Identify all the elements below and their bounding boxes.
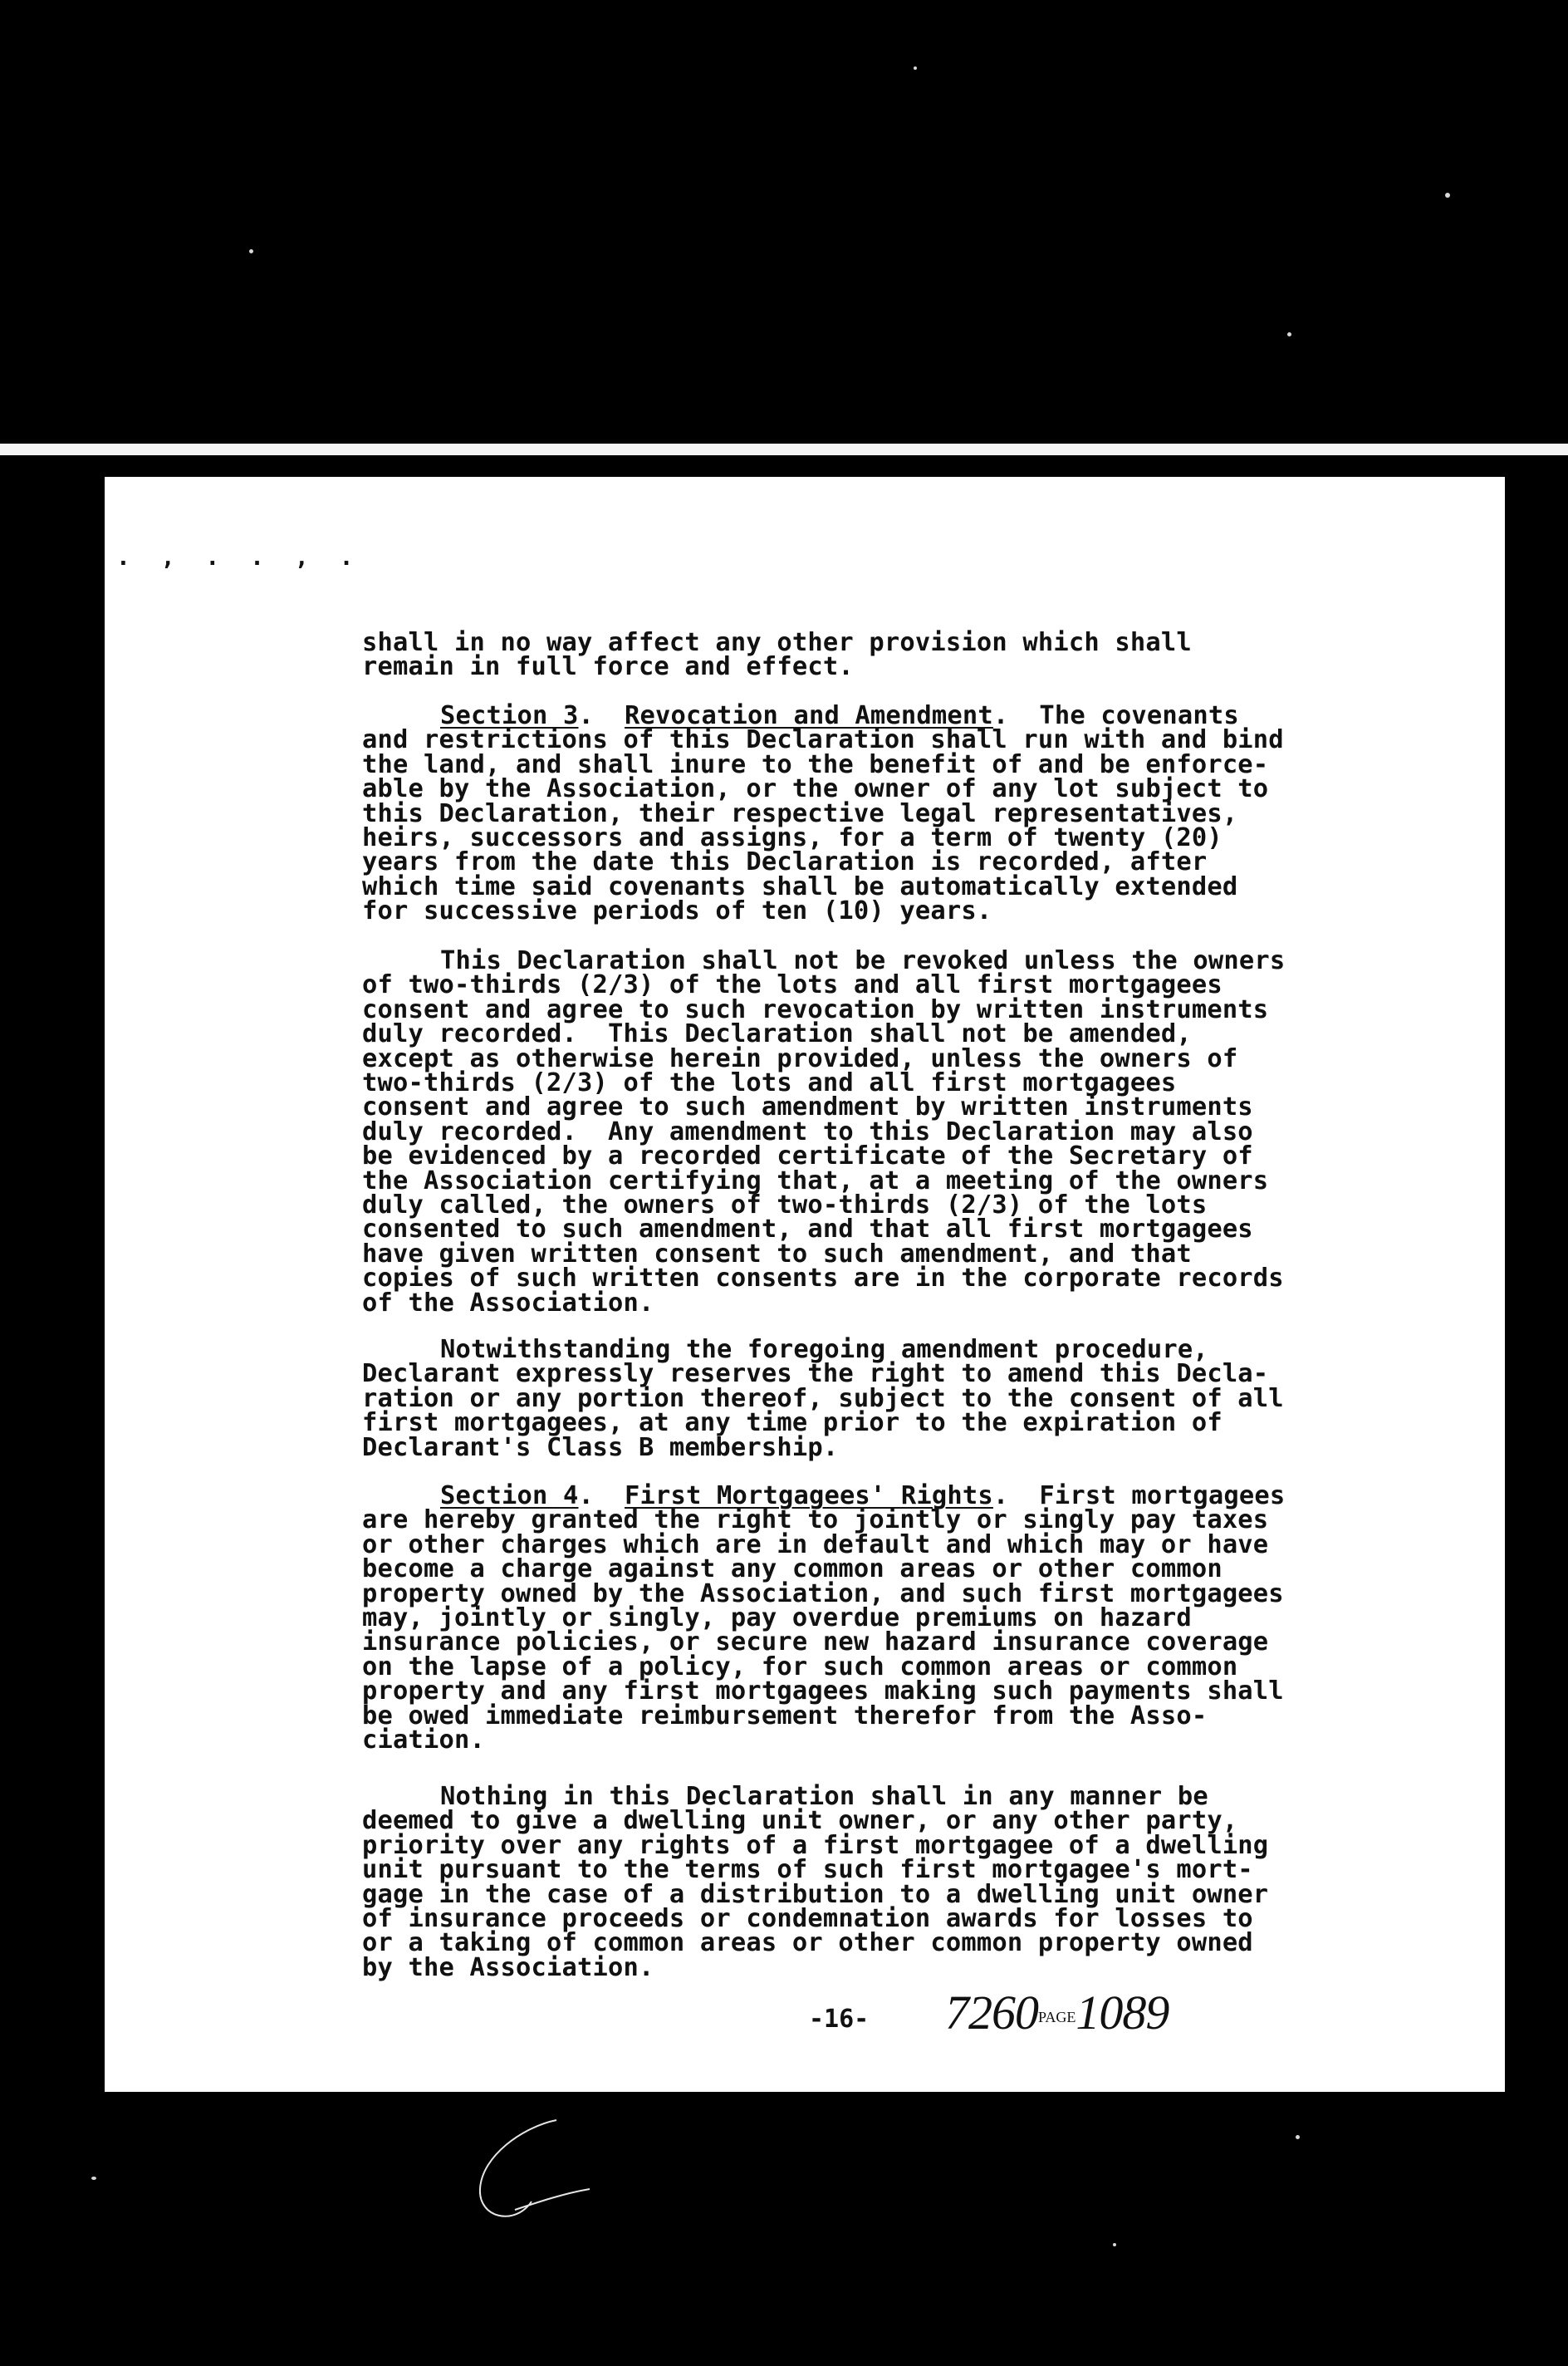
page-number: -16- [809, 2005, 870, 2034]
recorded-page-number: 1089 [1076, 1986, 1169, 2040]
section-3-first-line: The covenants [1039, 701, 1239, 730]
paragraph-nothing-text: Nothing in this Declaration shall in any manner be deemed to give a dwelling unit owner, or any other party, priority over any rights of a first mortgagee of a dwelling unit pursuant to the terms of such first mortgagee's mort- gage in the case of a distribution to a dwelling unit owner of insurance proceeds or condemnation awards for losses to or a taking of common areas or other common property owned by the Association. [362, 1782, 1269, 1982]
paragraph-continuation: shall in no way affect any other provision which shall remain in full force and effect. [362, 628, 1192, 682]
scan-speck [1287, 332, 1291, 336]
section-3-title: Revocation and Amendment [624, 701, 993, 730]
page-footer [105, 1986, 1505, 2051]
paragraph-nothing [362, 1784, 1450, 1980]
section-3-body: and restrictions of this Declaration shall run with and bind the land, and shall inure to the benefit of and be enforce- able by the Association, or the owner of any lot subject to this Declaration, their respective legal representatives, heirs, successors and assigns, for a term of twenty (20) years from the date this Declaration is recorded, after which time said covenants shall be automatically extended for successive periods of ten (10) years. [362, 725, 1284, 926]
section-3-heading: Section 3 [440, 701, 579, 730]
paragraph-notwithstanding-text: Notwithstanding the foregoing amendment procedure, Declarant expressly reserves the right to amend this Decla- ration or any portion thereof, subject to the consent of all first mortgagees, at any time prior to the expiration of Declarant's Class B membership. [362, 1335, 1284, 1462]
section-4-body: are hereby granted the right to jointly or singly pay taxes or other charges which are in default and which may or have become a charge against any common areas or other common property owned by the Association, and such first mortgagees may, jointly or singly, pay overdue premiums on hazard insurance policies, or secure new hazard insurance coverage on the lapse of a policy, for such common areas or common property and any first mortgagees making such payments shall be owed immediate reimbursement therefor from the Asso- ciation. [362, 1505, 1284, 1755]
scan-speck [914, 66, 917, 70]
book-number: 7260 [945, 1986, 1038, 2040]
scan-speck [1296, 2135, 1300, 2139]
scan-speck [1113, 2243, 1116, 2246]
section-4: Section 4. First Mortgagees' Rights. First mortgagees are hereby granted the right to jointly or singly pay taxes or other charges which are in default and which may or have become a charge against any common areas or other common property owned by the Association, and such first mortgagees may, jointly or singly, pay overdue premiums on hazard insurance policies, or secure new hazard insurance coverage on the lapse of a policy, for such common areas or common property and any first mortgagees making such payments shall be owed immediate reimbursement therefor from the Asso- ciation. [362, 1481, 1286, 1755]
pen-scribble [465, 2110, 598, 2235]
paragraph-revocation [362, 946, 1450, 1318]
scan-speck [249, 249, 253, 253]
section-3: Section 3. Revocation and Amendment. The covenants and restrictions of this Declaration shall run with and bind the land, and shall inure to the benefit of and be enforce- able by the Association, or the owner of any lot subject to this Declaration, their respective legal representatives, heirs, successors and assigns, for a term of twenty (20) years from the date this Declaration is recorded, after which time said covenants shall be automatically extended for successive periods of ten (10) years. [362, 701, 1284, 926]
scan-background-bottom [0, 2092, 1568, 2366]
section-4-title: First Mortgagees' Rights [624, 1481, 993, 1510]
section-4-heading: Section 4 [440, 1481, 579, 1510]
document-page [105, 477, 1505, 2092]
scan-edge-line [0, 444, 1568, 455]
page-label: PAGE [1038, 2009, 1076, 2026]
book-page-stamp [945, 1985, 1169, 2040]
scan-speck [1445, 193, 1450, 198]
paragraph-revocation-text: This Declaration shall not be revoked unless the owners of two-thirds (2/3) of the lots and all first mortgagees consent and agree to such revocation by written instruments duly recorded. This Declaration shall not be amended, except as otherwise herein provided, unless the owners of two-thirds (2/3) of the lots and all first mortgagees consent and agree to such amendment by written instruments duly recorded. Any amendment to this Declaration may also be evidenced by a recorded certificate of the Secretary of the Association certifying that, at a meeting of the owners duly called, the owners of two-thirds (2/3) of the lots consented to such amendment, and that all first mortgagees have given written consent to such amendment, and that copies of such written consents are in the corporate records of the Association. [362, 946, 1286, 1318]
section-4-first-line: First mortgagees [1039, 1481, 1286, 1510]
scan-speck [91, 2177, 96, 2180]
paragraph-notwithstanding [362, 1335, 1450, 1462]
scan-background-top [0, 0, 1568, 440]
margin-marks: . , . . , . [116, 543, 362, 571]
